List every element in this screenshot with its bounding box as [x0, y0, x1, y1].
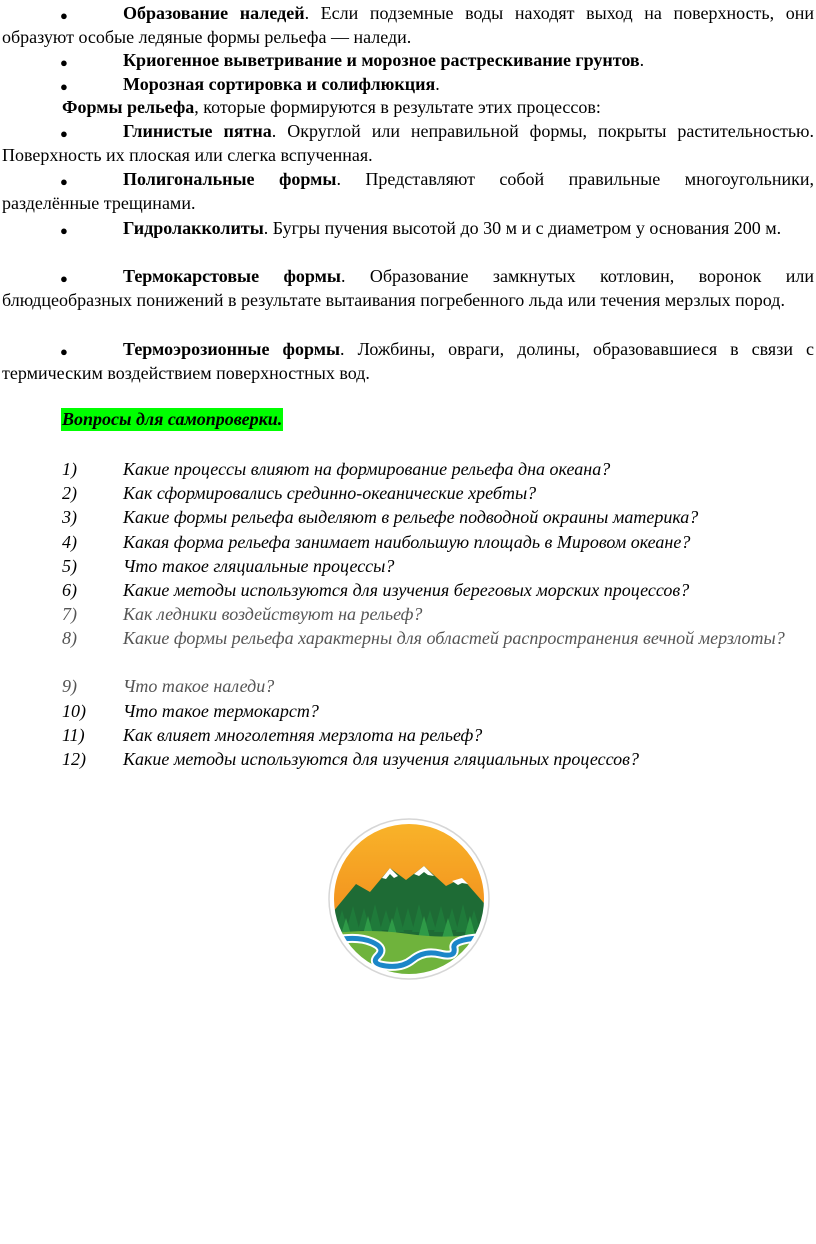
form-paragraph-thermoerosion — [2, 338, 814, 385]
bullet-paragraph-cryogenic — [2, 49, 814, 73]
question-item: Какая форма рельефа занимает наибольшую площадь в Мировом океане? — [123, 532, 691, 552]
question-item: Какие методы используются для изучения береговых морских процессов? — [123, 580, 690, 600]
form-term: Термоэрозионные формы — [123, 339, 341, 359]
question-item: Как ледники воздействуют на рельеф? — [123, 604, 423, 624]
question-number: 6) — [62, 580, 77, 600]
form-text: . Ложбины, овраги, долины, образовавшиеся в связи с термическим воздействием поверхностных вод. — [2, 339, 814, 383]
bullet-marker: ● — [60, 126, 68, 141]
question-number: 3) — [62, 507, 77, 527]
question-number: 8) — [62, 628, 77, 648]
bullet-marker: ● — [60, 223, 68, 238]
question-item: Что такое гляциальные процессы? — [123, 556, 395, 576]
question-item: Что такое термокарст? — [123, 701, 319, 721]
bullet-marker: ● — [60, 79, 68, 94]
bullet-marker: ● — [60, 174, 68, 189]
bullet-term: Криогенное выветривание и морозное растрескивание грунтов — [123, 50, 640, 70]
form-text: . Округлой или неправильной формы, покрыты растительностью. Поверхность их плоская или слегка вспученная. — [2, 121, 814, 165]
question-item: Какие процессы влияют на формирование рельефа дна океана? — [123, 459, 611, 479]
question-number: 5) — [62, 556, 77, 576]
bullet-text: . — [435, 74, 440, 94]
question-number: 11) — [62, 725, 85, 745]
bullet-marker: ● — [60, 344, 68, 359]
form-term: Термокарстовые формы — [123, 266, 341, 286]
bullet-marker: ● — [60, 271, 68, 286]
question-number: 2) — [62, 483, 77, 503]
bullet-paragraph-sorting — [2, 73, 814, 97]
form-paragraph-thermokarst — [2, 265, 814, 312]
bullet-term: Морозная сортировка и солифлюкция — [123, 74, 436, 94]
question-item: Как влияет многолетняя мерзлота на рельеф? — [123, 725, 483, 745]
form-term: Полигональные формы — [123, 169, 337, 189]
forms-intro-paragraph — [2, 96, 814, 120]
bullet-marker: ● — [60, 55, 68, 70]
bullet-paragraph-naledi — [2, 2, 814, 49]
form-text: . Представляют собой правильные многоугольники, разделённые трещинами. — [2, 169, 815, 213]
form-text: . Бугры пучения высотой до 30 м и с диаметром у основания 200 м. — [263, 218, 782, 238]
question-item: Что такое наледи? — [123, 676, 275, 696]
form-paragraph-hydrolaccoliths — [2, 217, 814, 241]
question-number: 10) — [62, 701, 86, 721]
forms-intro-text: , которые формируются в результате этих процессов: — [194, 97, 601, 117]
mountain-forest-logo — [328, 818, 490, 980]
forms-intro-term: Формы рельефа — [62, 97, 195, 117]
question-number: 4) — [62, 532, 77, 552]
form-term: Глинистые пятна — [123, 121, 272, 141]
question-item: Какие формы рельефа характерны для областей распространения вечной мерзлоты? — [123, 628, 785, 648]
question-item: Какие формы рельефа выделяют в рельефе подводной окраины материка? — [123, 507, 699, 527]
question-number: 1) — [62, 459, 77, 479]
question-number: 7) — [62, 604, 77, 624]
bullet-marker: ● — [60, 8, 68, 23]
bullet-text: . — [639, 50, 645, 70]
question-number: 9) — [62, 676, 77, 696]
form-text: . Образование замкнутых котловин, воронок или блюдцеобразных понижений в результате вытаивания погребенного льда или течения мерзлых пород. — [2, 266, 814, 310]
question-item: Как сформировались срединно-океанические хребты? — [123, 483, 537, 503]
bullet-term: Образование наледей — [123, 3, 305, 23]
form-paragraph-polygonal — [2, 168, 814, 215]
form-term: Гидролакколиты — [123, 218, 264, 238]
questions-title: Вопросы для самопроверки. — [62, 409, 283, 429]
bullet-text: . Если подземные воды находят выход на поверхность, они образуют особые ледяные формы рельефа — наледи. — [2, 3, 814, 47]
form-paragraph-clay-spots — [2, 120, 814, 167]
question-item: Какие методы используются для изучения гляциальных процессов? — [123, 749, 639, 769]
question-number: 12) — [62, 749, 86, 769]
